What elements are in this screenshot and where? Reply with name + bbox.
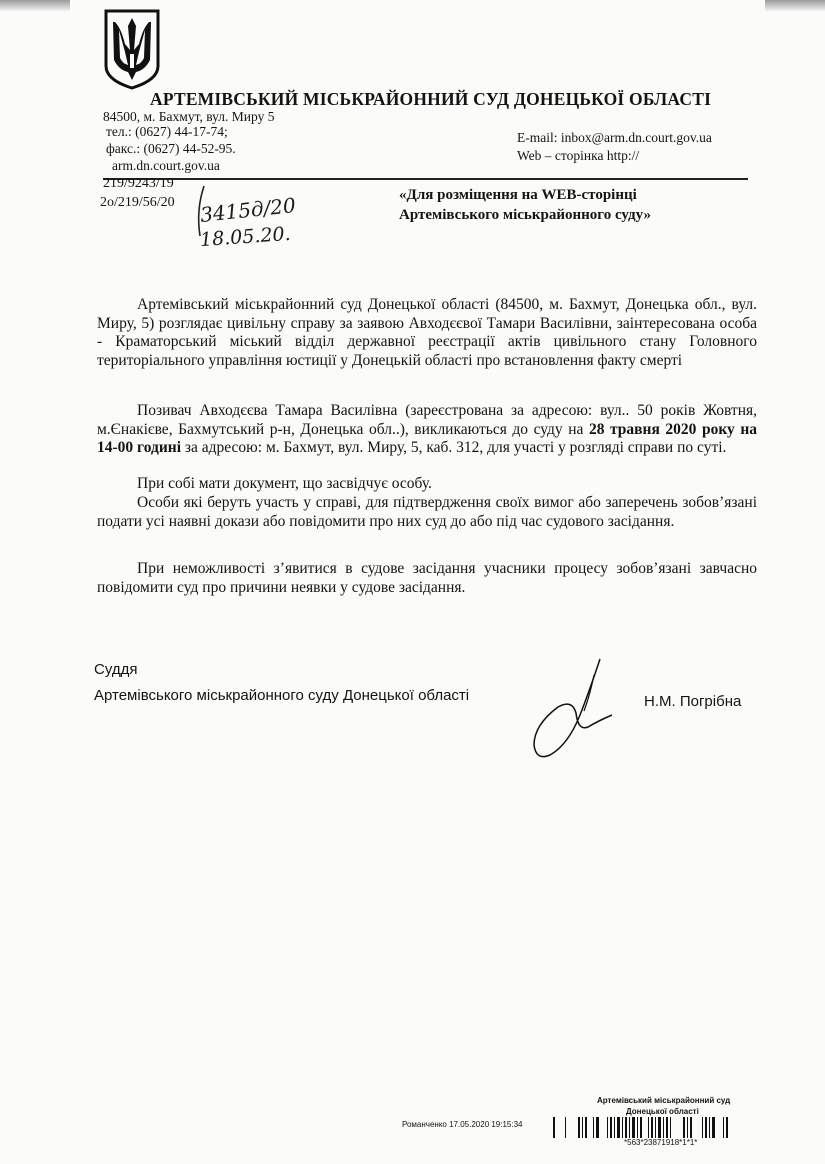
court-title: АРТЕМІВСЬКИЙ МІСЬКРАЙОННИЙ СУД ДОНЕЦЬКОЇ ОБЛАСТІ [150, 89, 712, 109]
case-number-2: 2о/219/56/20 [100, 195, 175, 210]
web-note-line-1: «Для розміщення на WEB-сторінці [399, 187, 637, 203]
judge-signature [528, 655, 618, 765]
paragraph-documents [97, 475, 757, 494]
paragraph-2-end: за адресою: м. Бахмут, вул. Миру, 5, каб. 312, для участі у розгляді справи по суті. [181, 439, 727, 457]
paragraph-2-text: Позивач Авходєєва Тамара Василівна (зареєстрована за адресою: вул.. 50 років Жовтня, м.Єнакієве, Бахмутський р-н, Донецька обл..), викликаються до суду на [97, 402, 757, 438]
court-email: E-mail: inbox@arm.dn.court.gov.ua [517, 130, 712, 145]
ukraine-trident-icon [103, 8, 161, 90]
handwritten-date: 18.05.20. [199, 222, 292, 252]
paragraph-4-text: Особи які беруть участь у справі, для підтвердження своїх вимог або заперечень зобов’язані подати усі наявні докази або повідомити про них суд до або під час судового засідання. [97, 494, 757, 530]
scan-edge-right [765, 0, 825, 12]
paragraph-1-text: Артемівський міськрайонний суд Донецької області (84500, м. Бахмут, Донецька обл., вул. Миру, 5) розглядає цивільну справу за заявою Авходєєвої Тамари Василівни, заінтересована особа - Краматорський міський відділ державної реєстрації актів цивільного стану Головного територіального управління юстиції у Донецькій області про встановлення факту смерті [97, 296, 757, 369]
court-site: arm.dn.court.gov.ua [112, 158, 220, 173]
paragraph-evidence [97, 494, 757, 531]
web-publication-note [399, 185, 651, 225]
paragraph-case-description [97, 296, 757, 370]
court-address: 84500, м. Бахмут, вул. Миру 5 [103, 109, 275, 124]
scan-edge-left [0, 0, 70, 12]
stamp-registrar: Романченко 17.05.2020 19:15:34 [402, 1120, 523, 1129]
paragraph-5-text: При неможливості з’явитися в судове засідання учасники процесу зобов’язані завчасно повідомити суд про причини неявки у судове засідання. [97, 560, 757, 596]
judge-name: Н.М. Погрібна [644, 693, 742, 710]
paragraph-summons [97, 402, 757, 458]
case-number-1: 219/9243/19 [103, 176, 174, 191]
paragraph-3-text: При собі мати документ, що засвідчує особу. [137, 475, 432, 492]
hearing-date: 28 травня 2020 року на 14-00 годині [97, 420, 758, 457]
judge-court: Артемівського міськрайонного суду Донецької області [94, 687, 470, 704]
handwritten-number: 3415д/20 [199, 193, 297, 227]
barcode-text: *563*23871918*1*1* [624, 1138, 698, 1147]
stamp-court-line-2: Донецької області [626, 1107, 699, 1116]
web-note-line-2: Артемівського міськрайонного суду» [399, 207, 651, 223]
court-fax: факс.: (0627) 44-52-95. [106, 141, 236, 156]
barcode [553, 1117, 728, 1138]
paragraph-absence [97, 560, 757, 597]
judge-title: Суддя [94, 661, 138, 678]
court-phone: тел.: (0627) 44-17-74; [106, 124, 228, 139]
court-web: Web – сторінка http:// [517, 148, 640, 163]
stamp-court-line-1: Артемівський міськрайонний суд [597, 1096, 731, 1105]
